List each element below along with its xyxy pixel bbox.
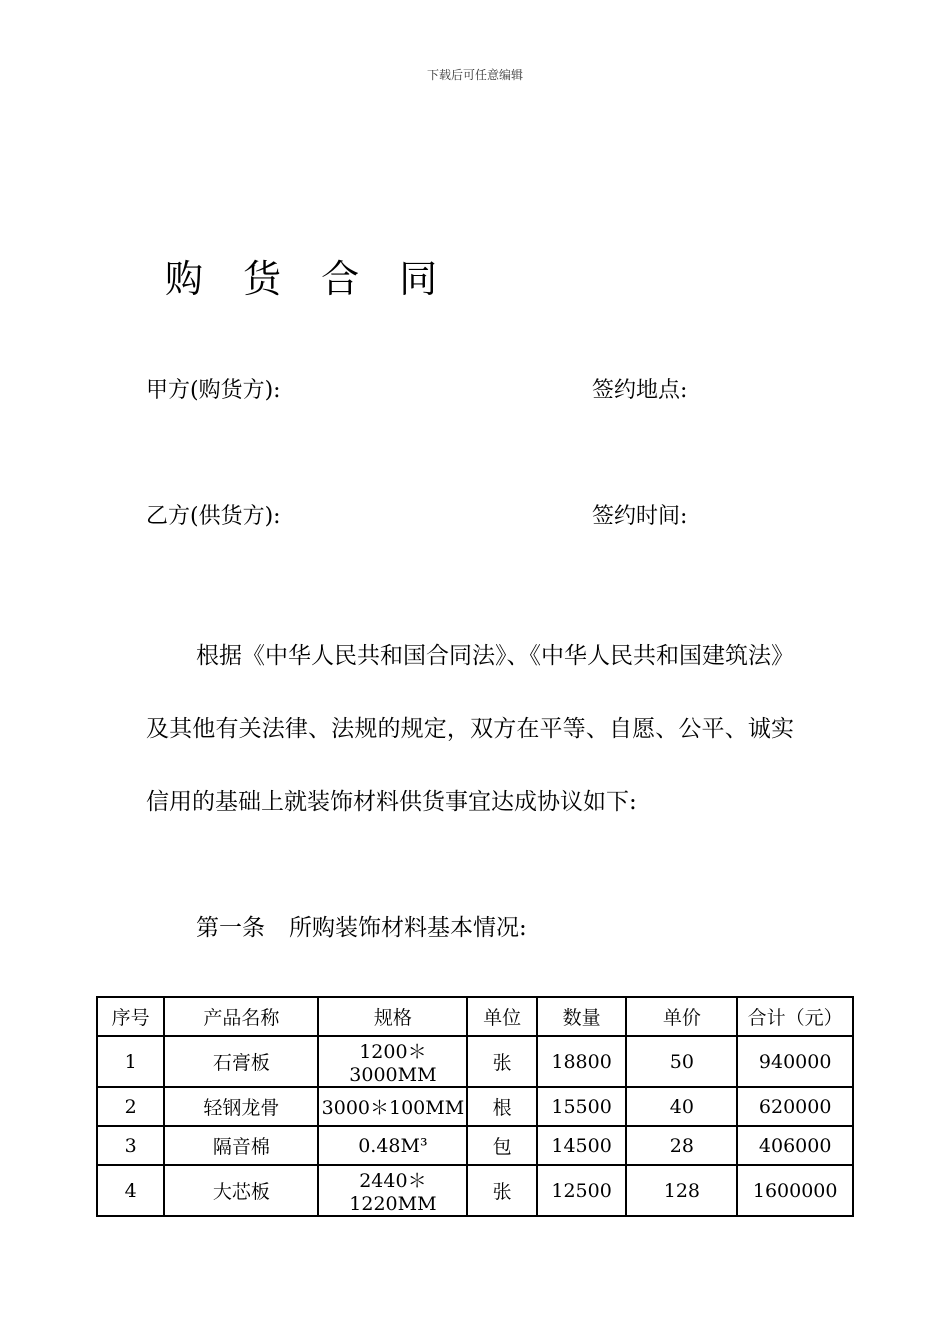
cell-spec: 0.48M³ xyxy=(318,1126,467,1165)
cell-quantity: 14500 xyxy=(537,1126,627,1165)
cell-unit: 张 xyxy=(467,1165,536,1216)
cell-product: 大芯板 xyxy=(164,1165,318,1216)
cell-price: 50 xyxy=(626,1036,737,1087)
cell-total: 406000 xyxy=(737,1126,853,1165)
cell-index: 1 xyxy=(97,1036,164,1087)
party-a-label: 甲方(购货方): xyxy=(146,378,281,403)
article-1-heading xyxy=(196,909,527,942)
header-cell-total: 合计（元） xyxy=(737,997,853,1036)
article-1-text: 所购装饰材料基本情况: xyxy=(289,915,527,941)
cell-index: 4 xyxy=(97,1165,164,1216)
header-note: 下载后可任意编辑 xyxy=(426,68,523,82)
cell-total: 940000 xyxy=(737,1036,853,1087)
intro-paragraph: 根据《中华人民共和国合同法》、《中华人民共和国建筑法》及其他有关法律、法规的规定，双方在平等、自愿、公平、诚实信用的基础上就装饰材料供货事宜达成协议如下: xyxy=(146,643,794,815)
cell-product: 隔音棉 xyxy=(164,1126,318,1165)
cell-total: 1600000 xyxy=(737,1165,853,1216)
cell-index: 2 xyxy=(97,1087,164,1126)
cell-unit: 根 xyxy=(467,1087,536,1126)
cell-unit: 张 xyxy=(467,1036,536,1087)
header-cell-unit: 单位 xyxy=(467,997,536,1036)
cell-price: 128 xyxy=(626,1165,737,1216)
cell-product: 轻钢龙骨 xyxy=(164,1087,318,1126)
cell-index: 3 xyxy=(97,1126,164,1165)
sign-place-label: 签约地点: xyxy=(592,378,688,403)
table-row xyxy=(97,1087,853,1126)
cell-unit: 包 xyxy=(467,1126,536,1165)
table-header-row xyxy=(97,997,853,1036)
cell-spec: 2440＊1220MM xyxy=(318,1165,467,1216)
cell-quantity: 18800 xyxy=(537,1036,627,1087)
cell-quantity: 15500 xyxy=(537,1087,627,1126)
party-b-label: 乙方(供货方): xyxy=(146,504,281,529)
page-title: 购 货 合 同 xyxy=(165,257,452,301)
cell-total: 620000 xyxy=(737,1087,853,1126)
table-row xyxy=(97,1165,853,1216)
goods-table xyxy=(96,996,854,1217)
cell-product: 石膏板 xyxy=(164,1036,318,1087)
header-cell-index: 序号 xyxy=(97,997,164,1036)
header-cell-quantity: 数量 xyxy=(537,997,627,1036)
cell-quantity: 12500 xyxy=(537,1165,627,1216)
table-row xyxy=(97,1126,853,1165)
cell-spec: 1200＊3000MM xyxy=(318,1036,467,1087)
cell-price: 28 xyxy=(626,1126,737,1165)
sign-time-label: 签约时间: xyxy=(592,504,688,529)
header-cell-spec: 规格 xyxy=(318,997,467,1036)
cell-spec: 3000＊100MM xyxy=(318,1087,467,1126)
article-1-number: 第一条 xyxy=(196,915,265,941)
cell-price: 40 xyxy=(626,1087,737,1126)
header-cell-price: 单价 xyxy=(626,997,737,1036)
table-row xyxy=(97,1036,853,1087)
header-cell-product: 产品名称 xyxy=(164,997,318,1036)
